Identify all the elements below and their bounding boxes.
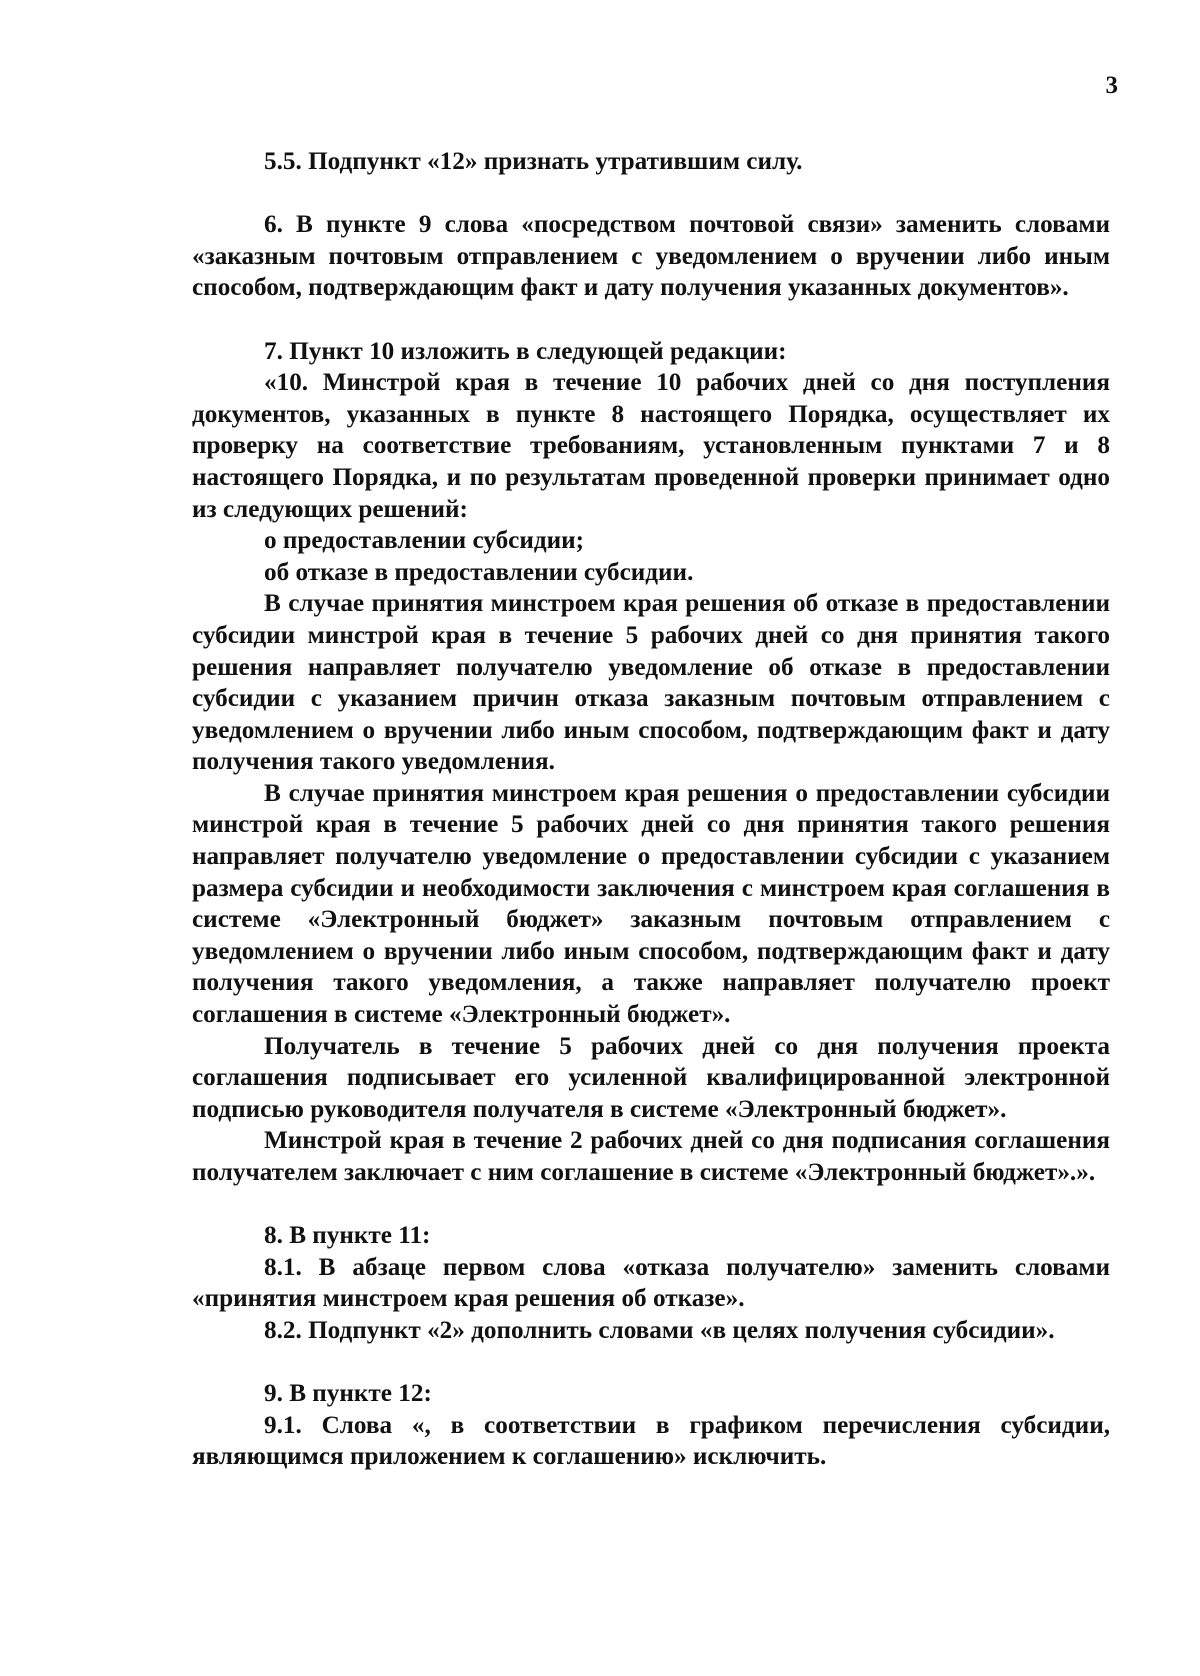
paragraph-refusal-notice: В случае принятия минстроем края решения об отказе в предоставлении субсидии минстрой края в течение 5 рабочих дней со дня принятия такого решения направляет получателю уведомление об отказе в предоставлении субсидии с указанием причин отказа заказным почтовым отправлением с уведомлением о вручении либо иным способом, подтверждающим факт и дату получения такого уведомления. bbox=[192, 590, 1110, 776]
paragraph-decision-grant: о предоставлении субсидии; bbox=[264, 527, 585, 555]
paragraph-8-1: 8.1. В абзаце первом слова «отказа получателю» заменить словами «принятия минстроем края решения об отказе». bbox=[192, 1253, 1110, 1313]
paragraph-agreement-conclusion: Минстрой края в течение 2 рабочих дней со дня подписания соглашения получателем заключает с ним соглашение в системе «Электронный бюджет».». bbox=[192, 1127, 1110, 1186]
page-number: 3 bbox=[1105, 72, 1118, 99]
paragraph-9: 9. В пункте 12: bbox=[264, 1380, 432, 1408]
paragraph-8: 8. В пункте 11: bbox=[264, 1222, 431, 1250]
paragraph-7-point-10: «10. Минстрой края в течение 10 рабочих дней со дня поступления документов, указанных в пункте 8 настоящего Порядка, осуществляет их проверку на соответствие требованиям, установленным пунктами 7 и 8 настоящего Порядка, и по результатам проведенной проверки принимает одно из следующих решений: bbox=[192, 369, 1110, 523]
paragraph-recipient-signing: Получатель в течение 5 рабочих дней со дня получения проекта соглашения подписывает его усиленной квалифицированной электронной подписью руководителя получателя в системе «Электронный бюджет». bbox=[192, 1032, 1110, 1123]
paragraph-5-5: 5.5. Подпункт «12» признать утратившим силу. bbox=[264, 148, 803, 175]
paragraph-7: 7. Пункт 10 изложить в следующей редакции: bbox=[264, 337, 787, 365]
document-body bbox=[192, 146, 1110, 1473]
paragraph-grant-notice: В случае принятия минстроем края решения о предоставлении субсидии минстрой края в течение 5 рабочих дней со дня принятия такого решения направляет получателю уведомление о предоставлении субсидии с указанием размера субсидии и необходимости заключения с минстроем края соглашения в системе «Электронный бюджет» заказным почтовым отправлением с уведомлением о вручении либо иным способом, подтверждающим факт и дату получения такого уведомления, а также направляет получателю проект соглашения в системе «Электронный бюджет». bbox=[192, 779, 1110, 1029]
paragraph-8-2: 8.2. Подпункт «2» дополнить словами «в целях получения субсидии». bbox=[264, 1316, 1055, 1344]
paragraph-9-1: 9.1. Слова «, в соответствии в графиком перечисления субсидии, являющимся приложением к соглашению» исключить. bbox=[192, 1411, 1110, 1471]
paragraph-decision-refusal: об отказе в предоставлении субсидии. bbox=[264, 558, 694, 586]
paragraph-6: 6. В пункте 9 слова «посредством почтовой связи» заменить словами «заказным почтовым отправлением с уведомлением о вручении либо иным способом, подтверждающим факт и дату получения указанных документов». bbox=[192, 211, 1110, 302]
